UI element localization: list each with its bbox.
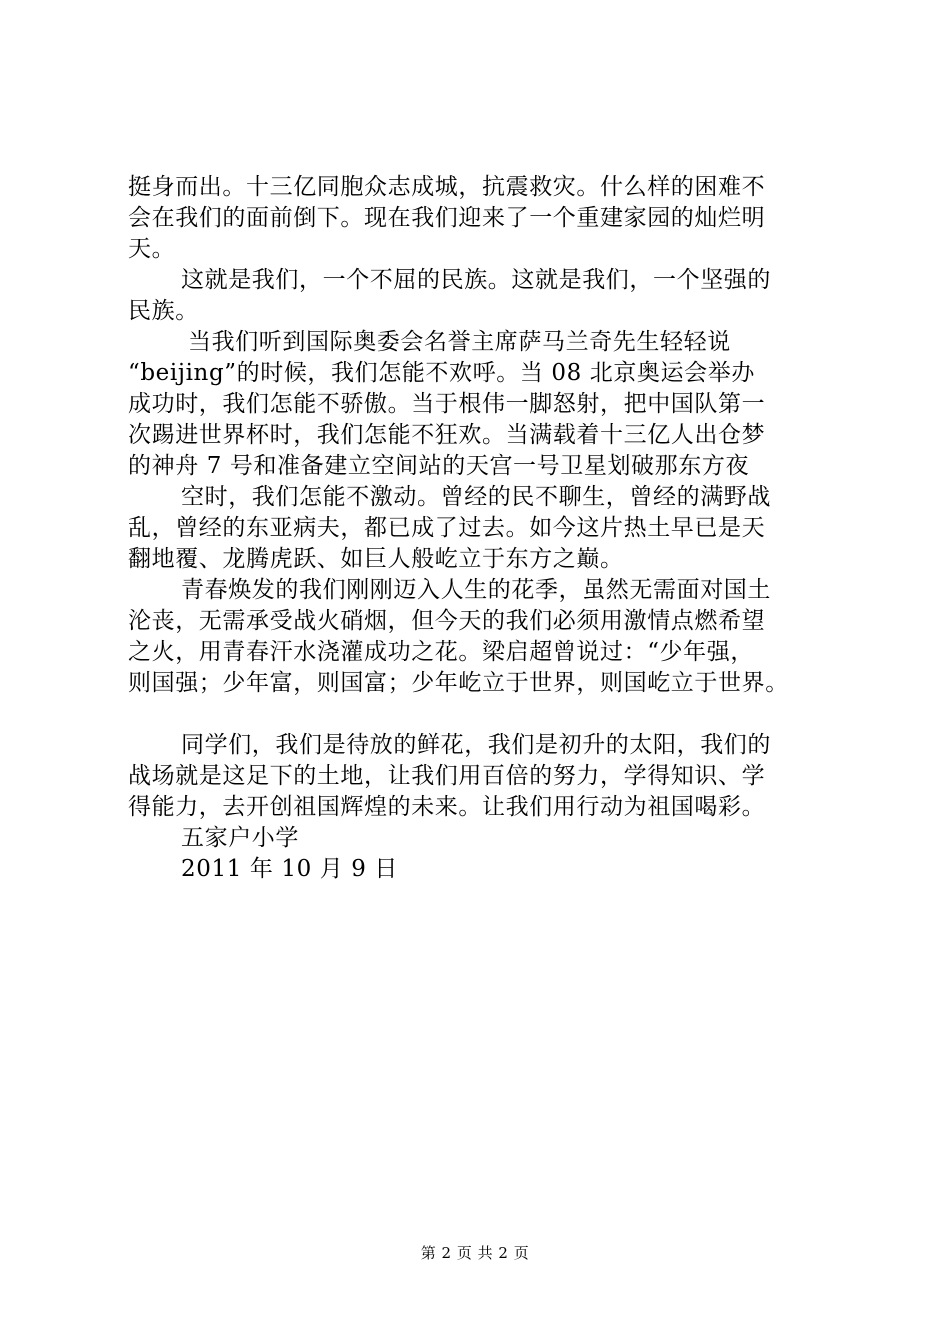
paragraph-start: 这就是我们，一个不屈的民族。这就是我们，一个坚强的: [181, 267, 771, 293]
paragraph-start: 青春焕发的我们刚刚迈入人生的花季，虽然无需面对国土: [181, 577, 771, 603]
text-line: “beijing”的时候，我们怎能不欢呼。当 08 北京奥运会举办: [128, 360, 755, 386]
paragraph-start: 同学们，我们是待放的鲜花，我们是初升的太阳，我们的: [181, 732, 771, 758]
text-line: 会在我们的面前倒下。现在我们迎来了一个重建家园的灿烂明: [128, 205, 766, 231]
text-line: 乱，曾经的东亚病夫，都已成了过去。如今这片热土早已是天: [128, 515, 766, 541]
text-line: 沦丧，无需承受战火硝烟，但今天的我们必须用激情点燃希望: [128, 608, 766, 634]
document-body: [128, 172, 840, 885]
text-line: 民族。: [128, 298, 199, 324]
text-line: 则国强；少年富，则国富；少年屹立于世界，则国屹立于世界。: [128, 670, 789, 696]
text-line: 天。: [128, 236, 176, 262]
paragraph-start: 当我们听到国际奥委会名誉主席萨马兰奇先生轻轻说: [188, 329, 731, 355]
text-line: 挺身而出。十三亿同胞众志成城，抗震救灾。什么样的困难不: [128, 174, 766, 200]
signature-school: 五家户小学: [181, 825, 299, 851]
text-line: 战场就是这足下的土地，让我们用百倍的努力，学得知识、学: [128, 763, 766, 789]
blank-line: [128, 699, 840, 730]
page-number-footer: 第 2 页 共 2 页: [420, 1244, 530, 1262]
text-line: 成功时，我们怎能不骄傲。当于根伟一脚怒射，把中国队第一: [128, 391, 766, 417]
text-line: 翻地覆、龙腾虎跃、如巨人般屹立于东方之巅。: [128, 546, 624, 572]
text-line: 的神舟 7 号和准备建立空间站的天宫一号卫星划破那东方夜: [128, 453, 750, 479]
text-line: 之火，用青春汗水浇灌成功之花。梁启超曾说过：“少年强，: [128, 639, 754, 665]
signature-date: 2011 年 10 月 9 日: [181, 856, 398, 882]
text-line: 得能力，去开创祖国辉煌的未来。让我们用行动为祖国喝彩。: [128, 794, 766, 820]
text-line: 次踢进世界杯时，我们怎能不狂欢。当满载着十三亿人出仓梦: [128, 422, 766, 448]
paragraph-start: 空时，我们怎能不激动。曾经的民不聊生，曾经的满野战: [181, 484, 771, 510]
